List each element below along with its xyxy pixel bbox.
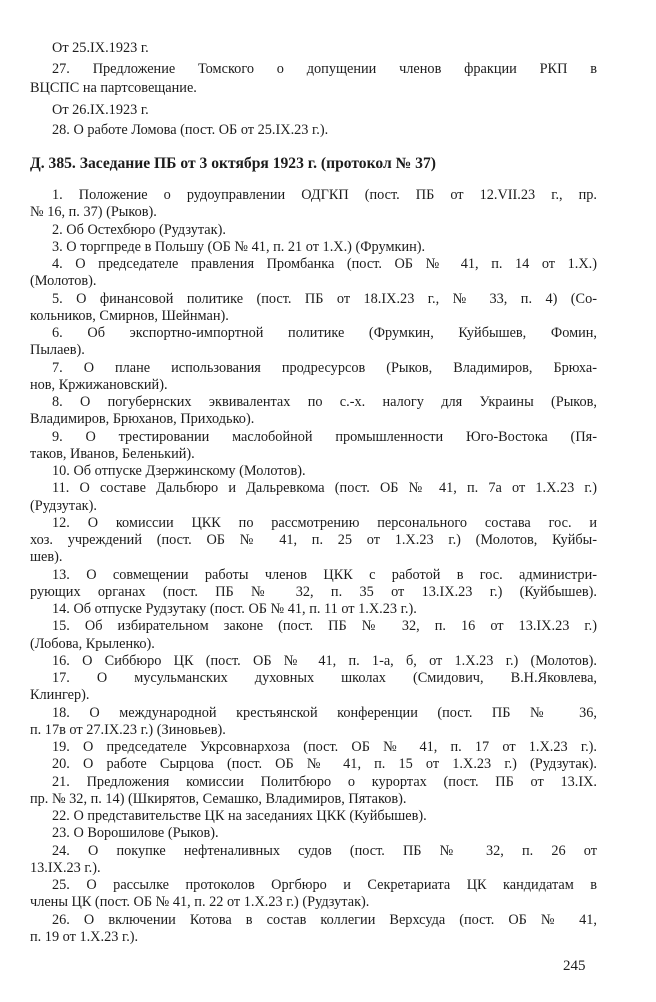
- list-item: 27. Предложение Томского о допущении членов фракции РКП в: [52, 61, 597, 77]
- list-item: 11. О составе Дальбюро и Дальревкома (пост. ОБ № 41, п. 7а от 1.X.23 г.): [52, 480, 597, 496]
- list-item: 18. О международной крестьянской конференции (пост. ПБ № 36,: [52, 705, 597, 721]
- list-item-continuation: кольников, Смирнов, Шейнман).: [30, 308, 229, 324]
- list-item-continuation: (Молотов).: [30, 273, 97, 289]
- list-item: 10. Об отпуске Дзержинскому (Молотов).: [52, 463, 306, 479]
- list-item-continuation: хоз. учреждений (пост. ОБ № 41, п. 25 от 1.X.23 г.) (Молотов, Куйбы-: [30, 532, 597, 548]
- list-item: 17. О мусульманских духовных школах (Смидович, В.Н.Яковлева,: [52, 670, 597, 686]
- list-item: 5. О финансовой политике (пост. ПБ от 18.IX.23 г., № 33, п. 4) (Со-: [52, 291, 597, 307]
- list-item-continuation: нов, Кржижановский).: [30, 377, 168, 393]
- list-item: 21. Предложения комиссии Политбюро о курортах (пост. ПБ от 13.IX.: [52, 774, 597, 790]
- date-line: От 25.IX.1923 г.: [52, 40, 149, 56]
- list-item: 28. О работе Ломова (пост. ОБ от 25.IX.23 г.).: [52, 122, 329, 138]
- list-item: 15. Об избирательном законе (пост. ПБ № 32, п. 16 от 13.IX.23 г.): [52, 618, 597, 634]
- list-item: 13. О совмещении работы членов ЦКК с работой в гос. администри-: [52, 567, 597, 583]
- list-item-continuation: пр. № 32, п. 14) (Шкирятов, Семашко, Владимиров, Пятаков).: [30, 791, 407, 807]
- list-item: 4. О председателе правления Промбанка (пост. ОБ № 41, п. 14 от 1.X.): [52, 256, 597, 272]
- list-item-continuation: члены ЦК (пост. ОБ № 41, п. 22 от 1.X.23 г.) (Рудзутак).: [30, 894, 370, 910]
- list-item-continuation: таков, Иванов, Беленький).: [30, 446, 195, 462]
- list-item: 19. О председателе Укрсовнархоза (пост. ОБ № 41, п. 17 от 1.X.23 г.).: [52, 739, 597, 755]
- list-item: 22. О представительстве ЦК на заседаниях ЦКК (Куйбышев).: [52, 808, 427, 824]
- list-item: 2. Об Остехбюро (Рудзутак).: [52, 222, 226, 238]
- list-item: 3. О торгпреде в Польшу (ОБ № 41, п. 21 от 1.X.) (Фрумкин).: [52, 239, 426, 255]
- list-item-continuation: ВЦСПС на партсовещание.: [30, 80, 197, 96]
- list-item-continuation: 13.IX.23 г.).: [30, 860, 101, 876]
- section-heading: Д. 385. Заседание ПБ от 3 октября 1923 г. (протокол № 37): [30, 155, 436, 172]
- date-line: От 26.IX.1923 г.: [52, 102, 149, 118]
- list-item-continuation: рующих органах (пост. ПБ № 32, п. 35 от 13.IX.23 г.) (Куйбышев).: [30, 584, 597, 600]
- list-item-continuation: п. 17в от 27.IX.23 г.) (Зиновьев).: [30, 722, 226, 738]
- list-item-continuation: шев).: [30, 549, 63, 565]
- list-item: 1. Положение о рудоуправлении ОДГКП (пост. ПБ от 12.VII.23 г., пр.: [52, 187, 597, 203]
- list-item-continuation: (Рудзутак).: [30, 498, 97, 514]
- list-item-continuation: Владимиров, Брюханов, Приходько).: [30, 411, 255, 427]
- list-item: 24. О покупке нефтеналивных судов (пост. ПБ № 32, п. 26 от: [52, 843, 597, 859]
- list-item-continuation: Пылаев).: [30, 342, 85, 358]
- list-item: 9. О трестировании маслобойной промышленности Юго-Востока (Пя-: [52, 429, 597, 445]
- list-item: 7. О плане использования продресурсов (Рыков, Владимиров, Брюха-: [52, 360, 597, 376]
- list-item: 23. О Ворошилове (Рыков).: [52, 825, 219, 841]
- list-item: 6. Об экспортно-импортной политике (Фрумкин, Куйбышев, Фомин,: [52, 325, 597, 341]
- list-item-continuation: Клингер).: [30, 687, 90, 703]
- list-item: 25. О рассылке протоколов Оргбюро и Секретариата ЦК кандидатам в: [52, 877, 597, 893]
- list-item: 12. О комиссии ЦКК по рассмотрению персонального состава гос. и: [52, 515, 597, 531]
- list-item-continuation: № 16, п. 37) (Рыков).: [30, 204, 157, 220]
- list-item: 14. Об отпуске Рудзутаку (пост. ОБ № 41, п. 11 от 1.X.23 г.).: [52, 601, 417, 617]
- list-item-continuation: п. 19 от 1.X.23 г.).: [30, 929, 139, 945]
- list-item: 8. О погубернских эквивалентах по с.-х. налогу для Украины (Рыков,: [52, 394, 597, 410]
- list-item: 16. О Сиббюро ЦК (пост. ОБ № 41, п. 1-а, б, от 1.X.23 г.) (Молотов).: [52, 653, 597, 669]
- list-item: 20. О работе Сырцова (пост. ОБ № 41, п. 15 от 1.X.23 г.) (Рудзутак).: [52, 756, 597, 772]
- list-item: 26. О включении Котова в состав коллегии Верхсуда (пост. ОБ № 41,: [52, 912, 597, 928]
- list-item-continuation: (Лобова, Крыленко).: [30, 636, 155, 652]
- page-number: 245: [563, 958, 586, 974]
